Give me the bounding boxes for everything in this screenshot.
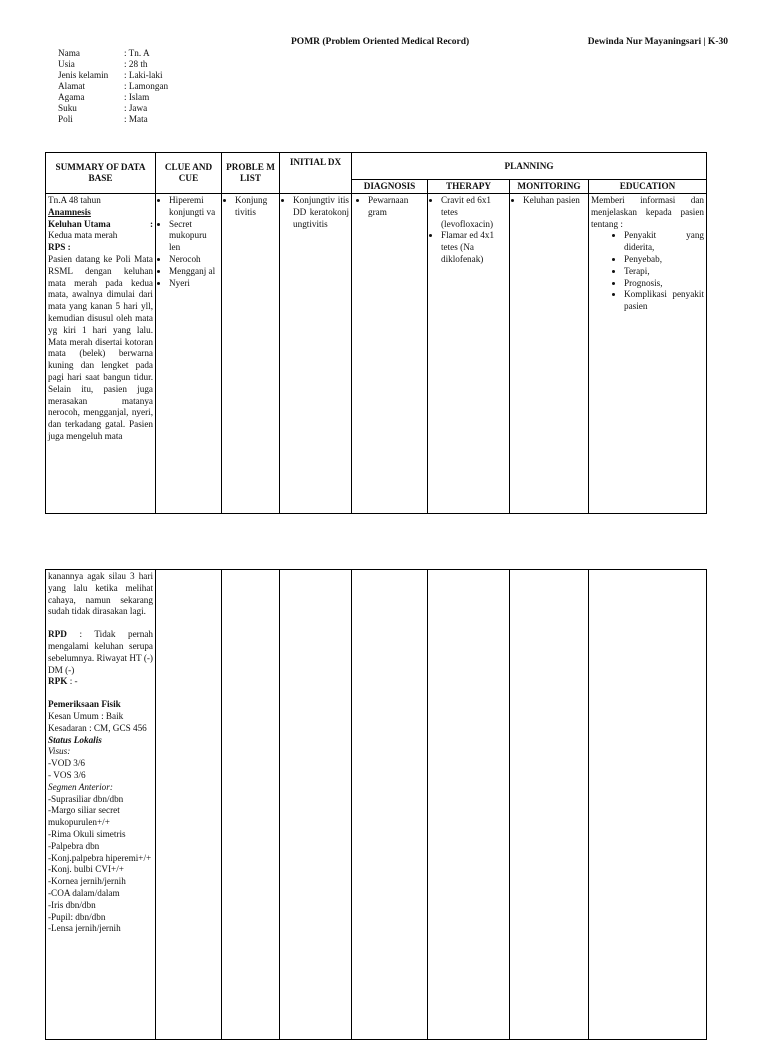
problem-cell-empty <box>222 570 280 1040</box>
kesadaran: Kesadaran : CM, GCS 456 <box>48 722 147 733</box>
clue-list <box>158 195 219 289</box>
patient-row-agama <box>58 92 168 103</box>
segmen-item: -Palpebra dbn <box>48 840 100 851</box>
problem-list <box>224 195 277 219</box>
initial-dx-cell <box>280 194 352 514</box>
segmen-item: -Kornea jernih/jernih <box>48 876 126 887</box>
segmen-item: -Konj.palpebra hiperemi+/+ <box>48 852 152 863</box>
rpd-heading: RPD <box>48 629 67 640</box>
header-problem-list: PROBLE M LIST <box>222 153 280 194</box>
pomr-table-continued <box>45 569 707 1040</box>
document-title: POMR (Problem Oriented Medical Record) <box>291 37 470 47</box>
patient-label: Suku <box>58 103 77 113</box>
education-cell-empty <box>589 570 707 1040</box>
patient-row-usia <box>58 59 168 70</box>
education-item: • Penyebab, <box>624 254 704 266</box>
patient-value: : Mata <box>124 114 148 124</box>
diagnosis-item: • Pewarnaan gram <box>368 195 425 219</box>
patient-label: Usia <box>58 59 75 69</box>
patient-value: : Tn. A <box>124 48 150 58</box>
rps-heading: RPS : <box>48 242 71 253</box>
education-item: • Komplikasi penyakit pasien <box>624 289 704 313</box>
patient-value: : Jawa <box>124 103 148 113</box>
rpk-paragraph <box>48 676 153 688</box>
header-planning: PLANNING <box>352 153 707 180</box>
status-lokalis-heading: Status Lokalis <box>48 734 102 745</box>
education-list <box>591 230 704 313</box>
rps-text-continued: kanannya agak silau 3 hari yang lalu ketika melihat cahaya, namun sekarang sudah tidak dirasakan lagi. <box>48 571 153 617</box>
patient-row-nama <box>58 48 168 59</box>
monitoring-cell-empty <box>510 570 589 1040</box>
therapy-cell-empty <box>428 570 510 1040</box>
therapy-cell <box>428 194 510 514</box>
header-clue-and-cue: CLUE AND CUE <box>156 153 222 194</box>
problem-cell <box>222 194 280 514</box>
visus-heading: Visus: <box>48 746 71 757</box>
patient-value: : 28 th <box>124 59 148 69</box>
header-diagnosis: DIAGNOSIS <box>352 180 428 194</box>
diagnosis-cell <box>352 194 428 514</box>
rpk-text: : - <box>69 676 78 687</box>
initial-dx-list <box>282 195 349 230</box>
education-item: • Prognosis, <box>624 278 704 290</box>
pomr-table <box>45 152 707 514</box>
patient-value: : Islam <box>124 92 150 102</box>
keluhan-utama-heading <box>48 219 153 231</box>
patient-value: : Laki-laki <box>124 70 163 80</box>
segmen-item: -Lensa jernih/jernih <box>48 923 121 934</box>
patient-row-jenis-kelamin <box>58 70 168 81</box>
diagnosis-list <box>354 195 425 219</box>
header-summary: SUMMARY OF DATA BASE <box>46 153 156 194</box>
header-monitoring: MONITORING <box>510 180 589 194</box>
anamnesis-heading: Anamnesis <box>48 206 91 217</box>
rpd-text: : Tidak pernah mengalami keluhan serupa sebelumnya. Riwayat HT (-) DM (-) <box>48 629 153 675</box>
summary-cell <box>46 194 156 514</box>
rpk-heading: RPK <box>48 676 68 687</box>
rps-text: Pasien datang ke Poli Mata RSML dengan keluhan mata merah pada kedua mata, awalnya dimulai dari mata yang kanan 5 hari yll, kemudian disusul oleh mata yg kiri 1 hari yang lalu. Mata merah disertai kotoran mata (belek) berwarna kuning dan lengket pada pagi hari saat bangun tidur. Selain itu, pasien juga merasakan matanya nerocoh, mengganjal, nyeri, dan terkadang gatal. Pasien juga mengeluh mata <box>48 253 153 441</box>
problem-item: • Konjung tivitis <box>235 195 277 219</box>
header-therapy: THERAPY <box>428 180 510 194</box>
patient-value: : Lamongan <box>124 81 169 91</box>
clue-item: • Hiperemi konjungti va <box>169 195 219 219</box>
patient-label: Nama <box>58 48 80 58</box>
segmen-item: -Konj. bulbi CVI+/+ <box>48 864 124 875</box>
clue-cell-empty <box>156 570 222 1040</box>
segmen-anterior-heading: Segmen Anterior: <box>48 781 113 792</box>
vos-value: - VOS 3/6 <box>48 769 86 780</box>
patient-row-poli <box>58 114 168 125</box>
clue-item: • Nerocoh <box>169 254 219 266</box>
segmen-item: -Suprasiliar dbn/dbn <box>48 793 124 804</box>
therapy-list <box>430 195 507 266</box>
kesan-umum: Kesan Umum : Baik <box>48 710 124 721</box>
segmen-item: -Iris dbn/dbn <box>48 899 96 910</box>
patient-intro: Tn.A 48 tahun <box>48 195 101 205</box>
keluhan-utama-text: Kedua mata merah <box>48 230 118 241</box>
vod-value: -VOD 3/6 <box>48 758 86 769</box>
patient-info <box>58 48 168 125</box>
segmen-item: -Rima Okuli simetris <box>48 828 126 839</box>
keluhan-label: Keluhan Utama <box>48 218 111 229</box>
education-item: • Penyakit yang diderita, <box>624 230 704 254</box>
keluhan-colon: : <box>149 218 153 229</box>
segmen-item: -COA dalam/dalam <box>48 887 120 898</box>
clue-item: • Mengganj al <box>169 266 219 278</box>
initial-dx-cell-empty <box>280 570 352 1040</box>
therapy-item: • Flamar ed 4x1 tetes (Na diklofenak) <box>441 230 507 265</box>
initial-dx-item: • Konjungtiv itis DD keratokonj ungtivitis <box>293 195 349 230</box>
segmen-item: -Pupil: dbn/dbn <box>48 911 106 922</box>
patient-label: Agama <box>58 92 85 102</box>
clue-item: • Secret mukopuru len <box>169 219 219 254</box>
clue-item: • Nyeri <box>169 278 219 290</box>
therapy-item: • Cravit ed 6x1 tetes (levofloxacin) <box>441 195 507 230</box>
monitoring-cell <box>510 194 589 514</box>
education-cell <box>589 194 707 514</box>
diagnosis-cell-empty <box>352 570 428 1040</box>
pemeriksaan-fisik-heading: Pemeriksaan Fisik <box>48 699 121 710</box>
header-initial-dx: INITIAL DX <box>280 153 352 194</box>
document-author: Dewinda Nur Mayaningsari | K-30 <box>587 37 728 47</box>
summary-cell-continued <box>46 570 156 1040</box>
header-education: EDUCATION <box>589 180 707 194</box>
patient-row-suku <box>58 103 168 114</box>
monitoring-list <box>512 195 586 207</box>
education-item: • Terapi, <box>624 266 704 278</box>
patient-label: Alamat <box>58 81 86 91</box>
patient-row-alamat <box>58 81 168 92</box>
segmen-item: -Margo siliar secret mukopurulen+/+ <box>48 805 120 828</box>
monitoring-item: • Keluhan pasien <box>523 195 586 207</box>
rpd-paragraph <box>48 629 153 676</box>
patient-label: Poli <box>58 114 73 124</box>
clue-cell <box>156 194 222 514</box>
education-intro: Memberi informasi dan menjelaskan kepada pasien tentang : <box>591 195 705 229</box>
patient-label: Jenis kelamin <box>58 70 109 80</box>
